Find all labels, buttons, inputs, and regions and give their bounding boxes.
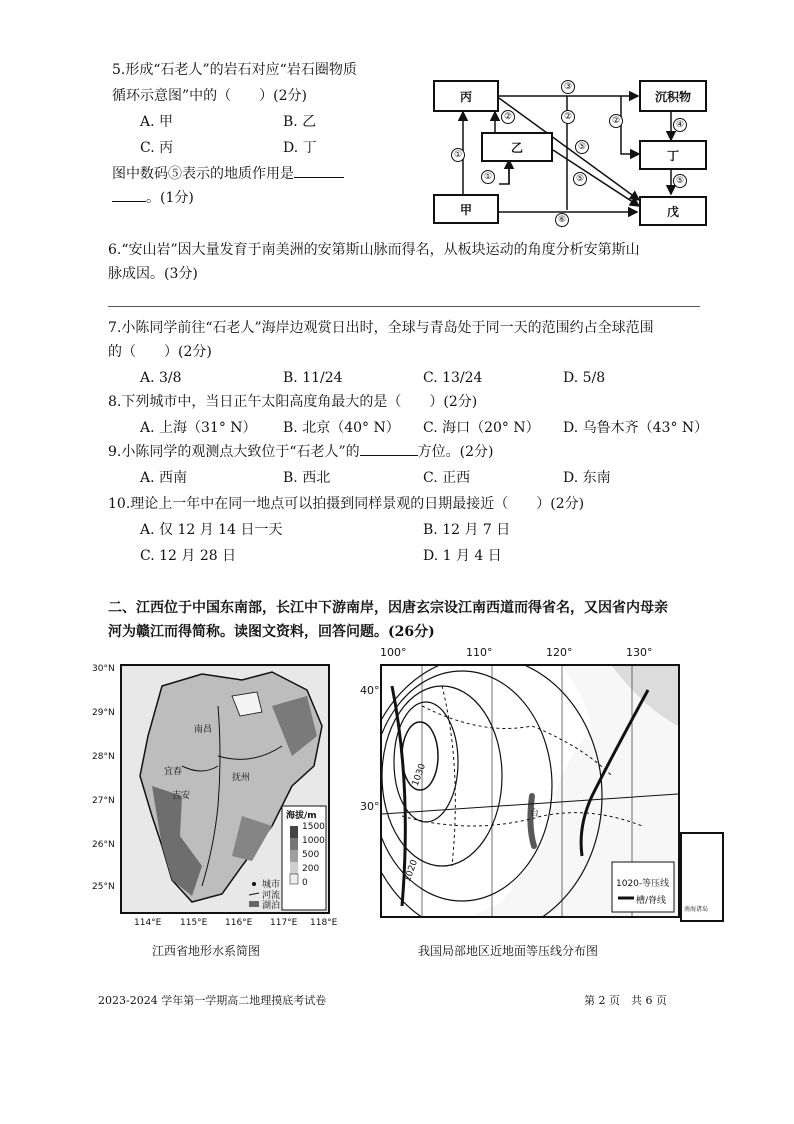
legend-500: 500 bbox=[302, 850, 320, 860]
q5-option-a[interactable]: A. 甲 bbox=[140, 114, 174, 130]
lat-28n: 28°N bbox=[92, 752, 115, 762]
lat-29n: 29°N bbox=[92, 708, 115, 718]
isobar-1020: 1020 bbox=[402, 858, 421, 884]
q9-answer-blank[interactable] bbox=[360, 455, 418, 456]
rock-cycle-diagram bbox=[433, 76, 708, 228]
q6-answer-line[interactable] bbox=[108, 306, 700, 307]
q9-option-d[interactable]: D. 东南 bbox=[563, 470, 611, 486]
num-2a: ② bbox=[501, 110, 515, 124]
lon-116e: 116°E bbox=[225, 918, 253, 928]
box-bing: 丙 bbox=[433, 80, 499, 112]
q5-option-b[interactable]: B. 乙 bbox=[283, 114, 317, 130]
label-tai: 台 bbox=[530, 809, 540, 819]
num-5b: ⑤ bbox=[573, 172, 587, 186]
lat-25n: 25°N bbox=[92, 882, 115, 892]
map2-caption: 我国局部地区近地面等压线分布图 bbox=[418, 944, 599, 958]
legend-200: 200 bbox=[302, 864, 320, 874]
q5-sub-line2 bbox=[112, 188, 194, 208]
lat-30n: 30°N bbox=[92, 664, 115, 674]
q8-option-d[interactable]: D. 乌鲁木齐（43° N） bbox=[563, 420, 709, 436]
q10-option-c[interactable]: C. 12 月 28 日 bbox=[140, 548, 237, 564]
q10-option-b[interactable]: B. 12 月 7 日 bbox=[423, 522, 511, 538]
box-ding: 丁 bbox=[639, 140, 707, 170]
q9-text-a: 9.小陈同学的观测点大致位于“石老人”的 bbox=[108, 444, 360, 460]
num-4: ④ bbox=[673, 118, 687, 132]
q5-answer-blank[interactable] bbox=[294, 177, 344, 178]
q9-option-c[interactable]: C. 正西 bbox=[423, 470, 471, 486]
legend-river: 河流 bbox=[262, 891, 281, 901]
q10-option-a[interactable]: A. 仅 12 月 14 日一天 bbox=[140, 522, 283, 538]
lon-120: 120° bbox=[546, 646, 573, 659]
inset-label: 南海诸岛 bbox=[684, 906, 709, 913]
num-3: ③ bbox=[561, 80, 575, 94]
num-1a: ① bbox=[451, 148, 465, 162]
box-jia: 甲 bbox=[433, 194, 499, 224]
legend-isobar: 1020-等压线 bbox=[616, 879, 670, 889]
legend-1000: 1000 bbox=[302, 836, 325, 846]
legend-lake: 湖泊 bbox=[262, 901, 281, 911]
city-fuzhou: 抚州 bbox=[232, 773, 251, 783]
city-nanchang: 南昌 bbox=[194, 725, 213, 735]
q5-sub-line1 bbox=[112, 164, 344, 184]
isobar-map bbox=[380, 664, 680, 918]
lat-27n: 27°N bbox=[92, 796, 115, 806]
section2-line1: 二、江西位于中国东南部，长江中下游南岸，因唐玄宗设江南西道而得省名，又因省内母亲 bbox=[108, 600, 668, 616]
q9-option-a[interactable]: A. 西南 bbox=[140, 470, 188, 486]
q10-option-d[interactable]: D. 1 月 4 日 bbox=[423, 548, 502, 564]
q5-sub-text: 图中数码⑤表示的地质作用是 bbox=[112, 166, 294, 182]
num-5c: ⑤ bbox=[673, 174, 687, 188]
q6-line1: 6.“安山岩”因大量发育于南美洲的安第斯山脉而得名，从板块运动的角度分析安第斯山 bbox=[108, 242, 640, 258]
q8-option-c[interactable]: C. 海口（20° N） bbox=[423, 420, 540, 436]
q5-answer-blank-cont[interactable] bbox=[112, 201, 146, 202]
lat-26n: 26°N bbox=[92, 840, 115, 850]
legend-1500: 1500 bbox=[302, 822, 325, 832]
q7-option-b[interactable]: B. 11/24 bbox=[283, 370, 343, 386]
lon-115e: 115°E bbox=[180, 918, 208, 928]
footer-page: 第 2 页 共 6 页 bbox=[584, 994, 667, 1007]
q5-sub-end: 。(1分) bbox=[146, 190, 194, 206]
legend-title-elevation: 海拔/m bbox=[286, 811, 317, 821]
jiangxi-terrain-map bbox=[120, 664, 330, 914]
legend-0: 0 bbox=[302, 878, 308, 888]
section2-line2: 河为赣江而得简称。读图文资料，回答问题。(26分) bbox=[108, 624, 435, 640]
box-yi: 乙 bbox=[481, 132, 553, 162]
q5-line2: 循环示意图”中的（ ）(2分) bbox=[112, 88, 307, 104]
map1-caption: 江西省地形水系简图 bbox=[152, 944, 261, 958]
q7-line1: 7.小陈同学前往“石老人”海岸边观赏日出时，全球与青岛处于同一天的范围约占全球范围 bbox=[108, 320, 654, 336]
q9-text-b: 方位。(2分) bbox=[417, 444, 494, 460]
legend-trough-ridge: 槽/脊线 bbox=[636, 896, 667, 906]
lon-130: 130° bbox=[626, 646, 653, 659]
box-chenji: 沉积物 bbox=[639, 80, 707, 112]
q5-line1: 5.形成“石老人”的岩石对应“岩石圈物质 bbox=[112, 62, 357, 78]
lon-114e: 114°E bbox=[134, 918, 162, 928]
lat-30: 30° bbox=[360, 800, 380, 813]
footer-title: 2023-2024 学年第一学期高二地理摸底考试卷 bbox=[98, 994, 327, 1007]
q5-option-c[interactable]: C. 丙 bbox=[140, 140, 174, 156]
q7-line2: 的（ ）(2分) bbox=[108, 344, 212, 360]
jiangxi-map-graphic bbox=[122, 666, 328, 912]
q8-option-a[interactable]: A. 上海（31° N） bbox=[140, 420, 257, 436]
box-wu: 戊 bbox=[639, 196, 707, 226]
city-jian: 吉安 bbox=[172, 791, 191, 801]
num-5a: ⑤ bbox=[575, 140, 589, 154]
q9-line1 bbox=[108, 442, 494, 462]
q7-option-a[interactable]: A. 3/8 bbox=[140, 370, 182, 386]
q7-option-d[interactable]: D. 5/8 bbox=[563, 370, 606, 386]
isobar-1030: 1030 bbox=[410, 762, 429, 788]
lon-110: 110° bbox=[466, 646, 493, 659]
south-china-sea-inset bbox=[680, 832, 724, 922]
lon-118e: 118°E bbox=[310, 918, 338, 928]
num-6: ⑥ bbox=[555, 213, 569, 227]
q8-option-b[interactable]: B. 北京（40° N） bbox=[283, 420, 400, 436]
lon-117e: 117°E bbox=[270, 918, 298, 928]
q10-line1: 10.理论上一年中在同一地点可以拍摄到同样景观的日期最接近（ ）(2分) bbox=[108, 496, 585, 512]
num-2b: ② bbox=[561, 110, 575, 124]
q5-option-d[interactable]: D. 丁 bbox=[283, 140, 317, 156]
city-yichun: 宜春 bbox=[164, 767, 183, 777]
lat-40: 40° bbox=[360, 684, 380, 697]
q7-option-c[interactable]: C. 13/24 bbox=[423, 370, 483, 386]
q8-line1: 8.下列城市中，当日正午太阳高度角最大的是（ ）(2分) bbox=[108, 394, 478, 410]
q6-line2: 脉成因。(3分) bbox=[108, 266, 198, 282]
num-2c: ② bbox=[609, 114, 623, 128]
lon-100: 100° bbox=[380, 646, 407, 659]
legend-city: 城市 bbox=[262, 880, 281, 890]
q9-option-b[interactable]: B. 西北 bbox=[283, 470, 331, 486]
num-1b: ① bbox=[481, 170, 495, 184]
